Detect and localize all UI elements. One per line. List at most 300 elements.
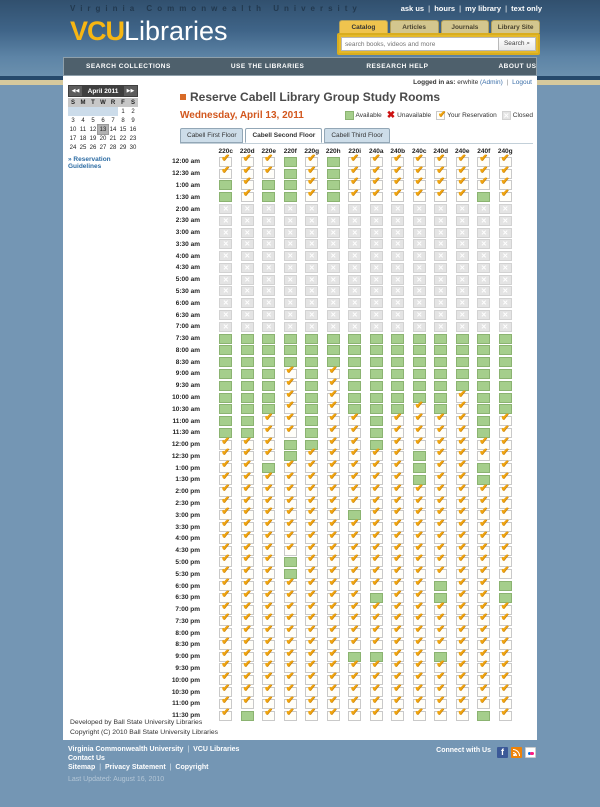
search-input[interactable] [341, 37, 499, 51]
slot-your-reservation[interactable] [262, 164, 275, 179]
closed-x-icon: ✕ [416, 217, 423, 225]
slot-available[interactable] [477, 404, 490, 414]
footer-link-privacy[interactable]: Privacy Statement [104, 764, 166, 772]
slot-cell-wrap [387, 334, 409, 344]
check-icon: ✔ [328, 588, 338, 600]
slot-cell-wrap [301, 239, 323, 249]
slot-available[interactable] [477, 381, 490, 391]
slot-available[interactable] [327, 345, 340, 355]
slot-available[interactable] [262, 192, 275, 202]
slot-available[interactable] [413, 463, 426, 473]
slot-cell-wrap [430, 216, 452, 226]
slot-your-reservation[interactable] [219, 164, 232, 179]
rss-icon[interactable] [511, 747, 522, 758]
slot-available[interactable] [327, 334, 340, 344]
calendar-day[interactable]: 7 [111, 117, 115, 124]
slot-available[interactable] [284, 557, 297, 567]
slot-closed [477, 275, 490, 285]
check-icon: ✔ [457, 470, 467, 482]
slot-cell-wrap [452, 275, 474, 285]
slot-your-reservation[interactable] [456, 188, 469, 202]
footer-link-sitemap[interactable]: Sitemap [68, 764, 96, 772]
slot-available[interactable] [370, 369, 383, 379]
slot-available[interactable] [499, 345, 512, 355]
slot-available[interactable] [477, 711, 490, 721]
slot-available[interactable] [434, 345, 447, 355]
utility-link[interactable]: ask us [400, 4, 425, 13]
check-icon: ✔ [457, 647, 467, 659]
slot-available[interactable] [348, 393, 361, 403]
calendar-day[interactable]: 22 [119, 135, 127, 142]
check-icon: ✔ [264, 659, 273, 671]
calendar-day[interactable]: 9 [131, 117, 135, 124]
slot-available[interactable] [262, 345, 275, 355]
slot-available[interactable] [413, 357, 426, 367]
slot-cell-wrap [366, 251, 388, 261]
calendar-day[interactable]: 27 [99, 144, 107, 151]
grid-row [160, 286, 533, 298]
slot-your-reservation[interactable] [477, 176, 490, 190]
calendar-day[interactable]: 4 [81, 117, 85, 124]
slot-available[interactable] [241, 381, 254, 391]
slot-your-reservation[interactable] [434, 565, 447, 579]
calendar-day[interactable]: 15 [119, 126, 127, 133]
slot-available[interactable] [348, 369, 361, 379]
check-icon: ✔ [393, 435, 402, 447]
slot-your-reservation[interactable] [499, 188, 512, 202]
slot-available[interactable] [305, 416, 318, 426]
slot-available[interactable] [456, 345, 469, 355]
check-icon: ✔ [307, 706, 316, 718]
check-icon: ✔ [414, 671, 424, 683]
calendar-next-button[interactable]: ▶▶ [124, 86, 137, 96]
calendar-day[interactable]: 28 [109, 144, 117, 151]
slot-available[interactable] [305, 369, 318, 379]
utility-link[interactable]: my library [465, 4, 502, 13]
grid-row [160, 635, 533, 651]
calendar-day[interactable]: 26 [89, 144, 97, 151]
closed-x-icon: ✕ [265, 300, 272, 308]
slot-available[interactable] [391, 381, 404, 391]
slot-your-reservation[interactable] [370, 188, 383, 202]
search-tab[interactable]: Library Site [491, 20, 540, 33]
time-label: 6:00 pm [175, 582, 200, 590]
slot-available[interactable] [262, 180, 275, 190]
slot-available[interactable] [477, 416, 490, 426]
slot-available[interactable] [241, 404, 254, 414]
slot-available[interactable] [499, 369, 512, 379]
slot-closed [327, 310, 340, 320]
calendar-day[interactable]: 13 [99, 126, 107, 133]
calendar-day[interactable]: 20 [99, 135, 107, 142]
slot-closed [413, 263, 426, 273]
slot-cell-wrap [215, 393, 237, 403]
nav-item[interactable]: USE THE LIBRARIES [230, 63, 305, 70]
calendar-prev-button[interactable]: ◀◀ [69, 86, 82, 96]
calendar-day[interactable]: 12 [89, 126, 97, 133]
slot-available[interactable] [391, 369, 404, 379]
floor-tab[interactable]: Cabell Second Floor [245, 128, 322, 143]
slot-available[interactable] [391, 345, 404, 355]
search-tab[interactable]: Journals [441, 20, 490, 33]
search-module [337, 20, 540, 55]
check-icon: ✔ [307, 176, 316, 188]
slot-available[interactable] [413, 345, 426, 355]
slot-available[interactable] [327, 192, 340, 202]
slot-cell-wrap [258, 180, 280, 190]
slot-available[interactable] [499, 357, 512, 367]
search-tab[interactable]: Articles [390, 20, 439, 33]
slot-available[interactable] [262, 381, 275, 391]
calendar-day[interactable]: 24 [69, 144, 77, 151]
slot-available[interactable] [370, 381, 383, 391]
slot-available[interactable] [348, 357, 361, 367]
slot-cell-wrap [473, 263, 495, 273]
slot-your-reservation[interactable] [241, 188, 254, 202]
check-icon: ✔ [393, 470, 402, 482]
slot-your-reservation[interactable] [413, 435, 426, 450]
slot-your-reservation[interactable] [413, 706, 426, 721]
slot-available[interactable] [219, 381, 232, 391]
calendar-day[interactable]: 25 [79, 144, 87, 151]
footer-link-vcu[interactable]: Virginia Commonwealth University [68, 746, 184, 753]
closed-x-icon: ✕ [222, 323, 229, 331]
closed-x-icon: ✕ [437, 300, 444, 308]
slot-available[interactable] [434, 357, 447, 367]
slot-available[interactable] [219, 345, 232, 355]
check-icon: ✔ [393, 541, 402, 553]
slot-available[interactable] [219, 369, 232, 379]
time-label: 8:00 am [175, 346, 200, 354]
slot-available[interactable] [434, 381, 447, 391]
check-icon: ✔ [436, 176, 445, 188]
slot-your-reservation[interactable] [219, 706, 232, 721]
slot-available[interactable] [305, 381, 318, 391]
slot-cell-wrap [409, 435, 431, 450]
slot-available[interactable] [219, 334, 232, 344]
slot-available[interactable] [262, 369, 275, 379]
slot-your-reservation[interactable] [305, 188, 318, 202]
calendar-day[interactable]: 19 [89, 135, 97, 142]
slot-your-reservation[interactable] [456, 706, 469, 721]
logo-libraries-text: Libraries [124, 16, 228, 46]
slot-your-reservation[interactable] [370, 577, 383, 591]
calendar-day[interactable]: 1 [121, 108, 125, 115]
search-button[interactable] [499, 37, 536, 51]
slot-cell-wrap [366, 416, 388, 426]
calendar-day[interactable]: 11 [79, 126, 87, 133]
slot-your-reservation[interactable] [434, 706, 447, 721]
calendar-day[interactable]: 5 [91, 117, 95, 124]
slot-available[interactable] [499, 393, 512, 403]
check-icon: ✔ [457, 588, 467, 600]
slot-closed [262, 251, 275, 261]
slot-available[interactable] [241, 416, 254, 426]
reservation-guidelines-link[interactable]: » Reservation Guidelines [68, 156, 111, 170]
calendar-day-header: S [128, 98, 138, 107]
slot-available[interactable] [477, 334, 490, 344]
slot-closed [219, 239, 232, 249]
slot-your-reservation[interactable] [370, 635, 383, 650]
calendar-day[interactable]: 29 [119, 144, 127, 151]
slot-your-reservation[interactable] [477, 447, 490, 461]
slot-your-reservation[interactable] [284, 706, 297, 721]
slot-available[interactable] [348, 345, 361, 355]
calendar-day[interactable]: 17 [69, 135, 77, 142]
slot-your-reservation[interactable] [348, 494, 361, 509]
slot-available[interactable] [370, 345, 383, 355]
slot-available[interactable] [413, 451, 426, 461]
closed-x-icon: ✕ [502, 264, 509, 272]
slot-available[interactable] [241, 357, 254, 367]
check-icon: ✔ [350, 447, 359, 459]
slot-available[interactable] [327, 169, 340, 179]
slot-your-reservation[interactable] [348, 706, 361, 721]
calendar-day[interactable]: 10 [69, 126, 77, 133]
slot-available[interactable] [434, 369, 447, 379]
calendar-day[interactable]: 6 [101, 117, 105, 124]
utility-link[interactable]: hours [434, 4, 456, 13]
slot-your-reservation[interactable] [348, 635, 361, 650]
slot-your-reservation[interactable] [262, 706, 275, 721]
slot-available[interactable] [456, 357, 469, 367]
slot-your-reservation[interactable] [499, 565, 512, 579]
slot-your-reservation[interactable] [391, 188, 404, 202]
slot-your-reservation[interactable] [413, 188, 426, 202]
slot-available[interactable] [284, 157, 297, 167]
slot-available[interactable] [434, 334, 447, 344]
slot-available[interactable] [370, 334, 383, 344]
admin-link[interactable]: (Admin) [480, 79, 503, 86]
slot-cell-wrap [280, 263, 302, 273]
slot-available[interactable] [348, 381, 361, 391]
nav-item[interactable]: SEARCH COLLECTIONS [86, 63, 171, 70]
slot-available[interactable] [477, 393, 490, 403]
slot-available[interactable] [391, 357, 404, 367]
slot-available[interactable] [305, 345, 318, 355]
slot-cell-wrap [301, 416, 323, 426]
slot-cell-wrap [344, 216, 366, 226]
floor-tab[interactable]: Cabell Third Floor [324, 128, 390, 143]
grid-row [160, 470, 533, 486]
slot-available[interactable] [370, 404, 383, 414]
slot-available[interactable] [477, 345, 490, 355]
slot-available[interactable] [413, 334, 426, 344]
check-icon: ✔ [457, 553, 467, 565]
slot-closed [456, 216, 469, 226]
slot-cell-wrap [495, 706, 517, 721]
slot-your-reservation[interactable] [284, 541, 297, 556]
slot-available[interactable] [456, 334, 469, 344]
slot-available[interactable] [391, 334, 404, 344]
search-tab[interactable]: Catalog [339, 20, 388, 33]
slot-available[interactable] [241, 369, 254, 379]
footer-link-contact-us[interactable]: Contact Us [68, 755, 105, 763]
check-icon: ✔ [307, 577, 316, 589]
slot-your-reservation[interactable] [327, 706, 340, 721]
calendar-day[interactable]: 21 [109, 135, 117, 142]
calendar-day[interactable]: 3 [71, 117, 75, 124]
calendar-day[interactable]: 14 [109, 126, 117, 133]
legend-item [502, 111, 533, 120]
slot-your-reservation[interactable] [348, 188, 361, 202]
slot-available[interactable] [219, 393, 232, 403]
slot-cell-wrap [473, 357, 495, 367]
slot-cell-wrap [495, 393, 517, 403]
slot-available[interactable] [370, 357, 383, 367]
check-icon: ✔ [350, 671, 359, 683]
slot-available[interactable] [477, 357, 490, 367]
facebook-icon[interactable]: f [497, 747, 508, 758]
slot-available[interactable] [370, 428, 383, 438]
slot-available[interactable] [499, 581, 512, 591]
slot-your-reservation[interactable] [434, 188, 447, 202]
closed-x-icon: ✕ [373, 312, 380, 320]
slot-closed [348, 275, 361, 285]
slot-your-reservation[interactable] [305, 706, 318, 721]
separator: | [457, 4, 464, 13]
check-icon: ✔ [393, 577, 402, 589]
grid-row [160, 297, 533, 309]
slot-closed [241, 216, 254, 226]
slot-available[interactable] [477, 192, 490, 202]
slot-your-reservation[interactable] [477, 694, 490, 709]
slot-available[interactable] [499, 381, 512, 391]
closed-x-icon: ✕ [330, 206, 337, 214]
slot-available[interactable] [327, 157, 340, 167]
slot-available[interactable] [499, 334, 512, 344]
slot-available[interactable] [391, 393, 404, 403]
slot-your-reservation[interactable] [241, 694, 254, 709]
slot-available[interactable] [413, 381, 426, 391]
check-icon: ✔ [221, 447, 230, 459]
slot-cell-wrap [430, 345, 452, 355]
slot-cell-wrap [344, 345, 366, 355]
slot-available[interactable] [219, 192, 232, 202]
slot-your-reservation[interactable] [262, 447, 275, 461]
slot-available[interactable] [305, 404, 318, 414]
slot-available[interactable] [413, 369, 426, 379]
slot-cell-wrap [215, 251, 237, 261]
slot-cell-wrap [430, 635, 452, 650]
slot-available[interactable] [348, 334, 361, 344]
slot-available[interactable] [370, 416, 383, 426]
slot-cell-wrap [452, 216, 474, 226]
slot-available[interactable] [284, 180, 297, 190]
flickr-icon[interactable] [525, 747, 536, 758]
check-icon: ✔ [457, 459, 467, 471]
slot-cell-wrap [387, 310, 409, 320]
slot-available[interactable] [284, 334, 297, 344]
slot-your-reservation[interactable] [434, 635, 447, 650]
check-icon: ✔ [307, 612, 316, 624]
slot-closed [456, 228, 469, 238]
slot-available[interactable] [434, 393, 447, 403]
slot-available[interactable] [241, 334, 254, 344]
slot-cell-wrap [301, 263, 323, 273]
time-label: 10:00 pm [171, 676, 200, 684]
page-title-row [180, 90, 533, 104]
slot-available[interactable] [456, 369, 469, 379]
slot-available[interactable] [241, 711, 254, 721]
check-icon: ✔ [371, 600, 381, 612]
slot-available[interactable] [305, 357, 318, 367]
slot-available[interactable] [241, 393, 254, 403]
slot-available[interactable] [477, 369, 490, 379]
slot-available[interactable] [284, 345, 297, 355]
slot-cell-wrap [495, 565, 517, 579]
slot-available[interactable] [262, 334, 275, 344]
time-label: 8:30 am [175, 358, 200, 366]
slot-your-reservation[interactable] [391, 706, 404, 721]
slot-available[interactable] [241, 345, 254, 355]
logout-link[interactable]: Logout [512, 79, 532, 86]
grid-row [160, 518, 533, 533]
check-icon: ✔ [242, 188, 252, 200]
slot-your-reservation[interactable] [499, 706, 512, 721]
calendar-day[interactable]: 23 [129, 135, 137, 142]
slot-available[interactable] [477, 463, 490, 473]
slot-available[interactable] [284, 169, 297, 179]
check-icon: ✔ [328, 706, 338, 718]
slot-available[interactable] [219, 416, 232, 426]
slot-available[interactable] [262, 357, 275, 367]
utility-link[interactable]: text only [511, 4, 542, 13]
footer-link-copyright[interactable]: Copyright [175, 764, 209, 772]
calendar-day[interactable]: 2 [131, 108, 135, 115]
vcu-libraries-logo[interactable] [70, 16, 228, 47]
closed-x-icon: ✕ [222, 241, 229, 249]
check-icon: ✔ [264, 565, 273, 577]
calendar-day[interactable]: 16 [129, 126, 137, 133]
slot-available[interactable] [327, 180, 340, 190]
footer-link-vcu-libraries[interactable]: VCU Libraries [193, 746, 240, 753]
slot-available[interactable] [262, 393, 275, 403]
slot-available[interactable] [370, 393, 383, 403]
slot-closed [413, 216, 426, 226]
slot-available[interactable] [219, 357, 232, 367]
slot-available[interactable] [284, 192, 297, 202]
slot-available[interactable] [305, 334, 318, 344]
check-icon: ✔ [242, 435, 252, 447]
slot-closed [434, 275, 447, 285]
separator: | [169, 764, 172, 772]
slot-available[interactable] [434, 581, 447, 591]
check-icon: ✔ [328, 435, 338, 447]
calendar-day[interactable]: 30 [129, 144, 137, 151]
slot-available[interactable] [284, 440, 297, 450]
slot-cell-wrap [237, 334, 259, 344]
calendar-day[interactable]: 18 [79, 135, 87, 142]
nav-item[interactable]: RESEARCH HELP [366, 63, 429, 70]
slot-closed [499, 251, 512, 261]
slot-available[interactable] [305, 428, 318, 438]
slot-your-reservation[interactable] [284, 423, 297, 438]
floor-tab[interactable]: Cabell First Floor [180, 128, 243, 143]
slot-available[interactable] [219, 404, 232, 414]
slot-your-reservation[interactable] [370, 706, 383, 721]
slot-closed [370, 228, 383, 238]
slot-available[interactable] [305, 393, 318, 403]
slot-closed [305, 216, 318, 226]
slot-closed [327, 204, 340, 214]
check-icon: ✔ [500, 671, 510, 683]
slot-available[interactable] [219, 180, 232, 190]
check-icon: ✔ [328, 694, 338, 706]
nav-item[interactable]: ABOUT US [498, 63, 537, 70]
calendar-day[interactable]: 8 [121, 117, 125, 124]
check-icon: ✔ [371, 152, 381, 164]
